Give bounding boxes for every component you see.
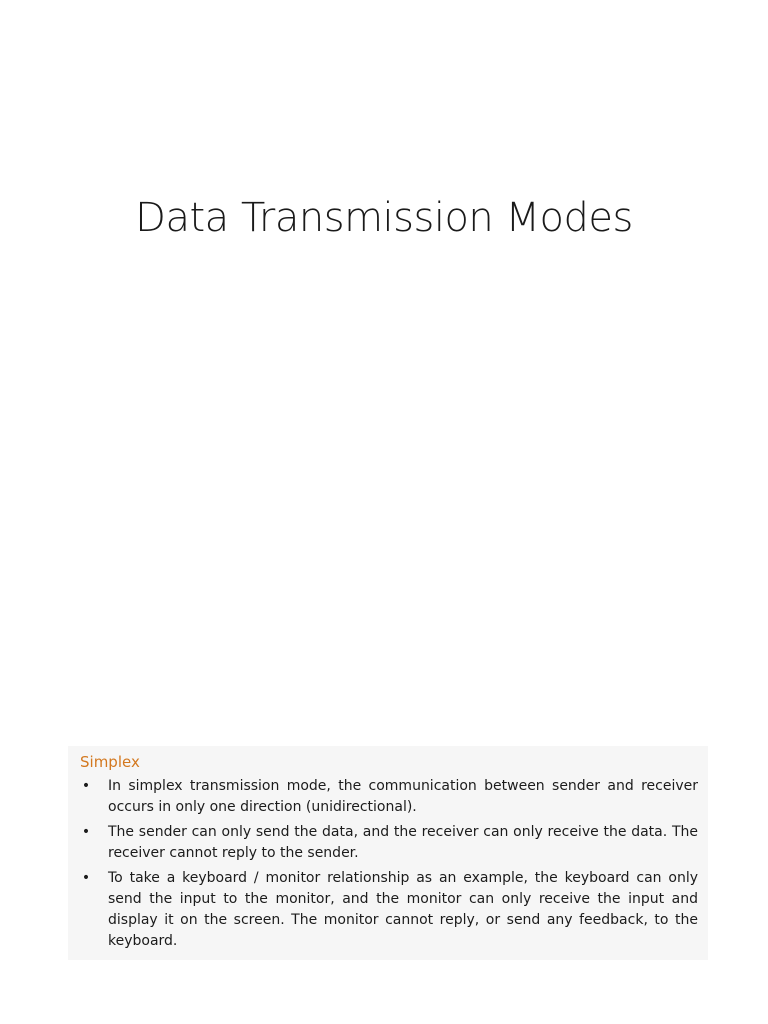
bullet-item (80, 868, 698, 952)
bullet-text: The sender can only send the data, and the receiver can only receive the data. The receiver cannot reply to the sender. (108, 824, 698, 861)
bullet-marker: • (81, 778, 91, 794)
bullet-item (80, 776, 698, 818)
simplex-excerpt (68, 746, 708, 960)
bullet-text: To take a keyboard / monitor relationship as an example, the keyboard can only send the input to the monitor, and the monitor can only receive the input and display it on the screen. The monitor cannot reply, or send any feedback, to the keyboard. (108, 870, 698, 949)
bullet-marker: • (81, 870, 91, 886)
bullet-item (80, 822, 698, 864)
bullet-marker: • (81, 824, 91, 840)
slide-title: Data Transmission Modes (135, 194, 633, 241)
bullet-text: In simplex transmission mode, the communication between sender and receiver occurs in only one direction (unidirectional). (108, 778, 698, 815)
bullet-list (80, 776, 698, 952)
section-heading-simplex: Simplex (80, 753, 140, 771)
